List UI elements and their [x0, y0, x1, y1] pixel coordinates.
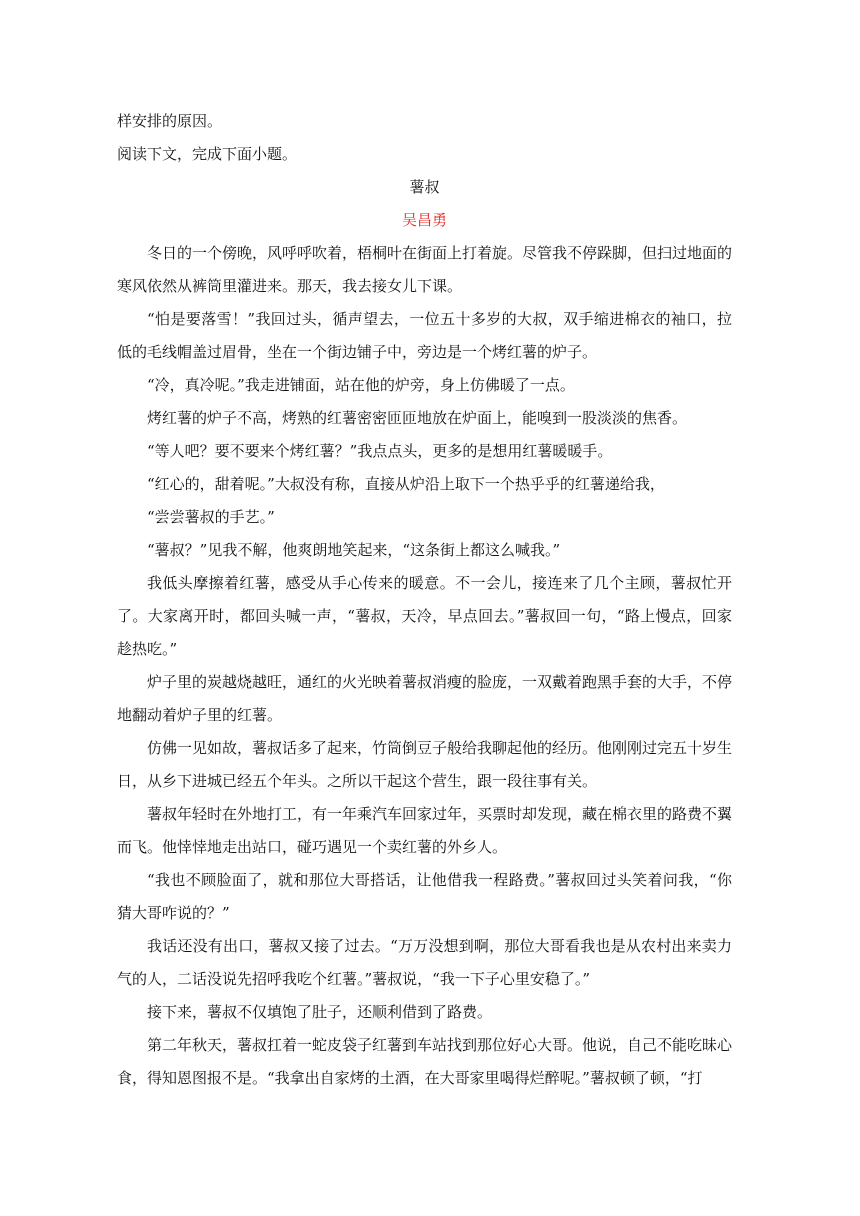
article-paragraph: 烤红薯的炉子不高，烤熟的红薯密密匝匝地放在炉面上，能嗅到一股淡淡的焦香。 — [147, 409, 688, 427]
article-paragraph: “冷，真冷呢。”我走进铺面，站在他的炉旁，身上仿佛暖了一点。 — [147, 376, 575, 394]
article-paragraph: 炉子里的炭越烧越旺，通红的火光映着薯叔消瘦的脸庞，一双戴着跑黑手套的大手，不停地翻动着炉子里的红薯。 — [117, 673, 733, 724]
article-paragraph: “红心的，甜着呢。”大叔没有称，直接从炉沿上取下一个热乎乎的红薯递给我， — [147, 475, 665, 493]
article-title: 薯叔 — [409, 178, 440, 196]
article-paragraph: “我也不顾脸面了，就和那位大哥搭话，让他借我一程路费。”薯叔回过头笑着问我，“你猜大哥咋说的？” — [117, 871, 732, 922]
article-paragraph: 冬日的一个傍晚，风呼呼吹着，梧桐叶在街面上打着旋。尽管我不停跺脚，但扫过地面的寒风依然从裤筒里灌进来。那天，我去接女儿下课。 — [117, 244, 733, 295]
article-paragraph: 仿佛一见如故，薯叔话多了起来，竹筒倒豆子般给我聊起他的经历。他刚刚过完五十岁生日，从乡下进城已经五个年头。之所以干起这个营生，跟一段往事有关。 — [117, 739, 733, 790]
text-column — [117, 105, 732, 1095]
intro-line-end-of-previous-question: 样安排的原因。 — [117, 112, 223, 130]
article-paragraph: “等人吧？要不要来个烤红薯？”我点点头，更多的是想用红薯暖暖手。 — [147, 442, 613, 460]
article-paragraph: 我话还没有出口，薯叔又接了过去。“万万没想到啊，那位大哥看我也是从农村出来卖力气的人，二话没说先招呼我吃个红薯。”薯叔说，“我一下子心里安稳了。” — [117, 937, 732, 988]
article-paragraph: “怕是要落雪！”我回过头，循声望去，一位五十多岁的大叔，双手缩进棉衣的袖口，拉低的毛线帽盖过眉骨，坐在一个街边铺子中，旁边是一个烤红薯的炉子。 — [117, 310, 732, 361]
intro-reading-instruction: 阅读下文，完成下面小题。 — [117, 145, 298, 163]
article-paragraph: 第二年秋天，薯叔扛着一蛇皮袋子红薯到车站找到那位好心大哥。他说，自己不能吃昧心食，得知恩图报不是。“我拿出自家烤的土酒，在大哥家里喝得烂醉呢。”薯叔顿了顿，“打 — [117, 1036, 733, 1087]
article-paragraph: “薯叔？”见我不解，他爽朗地笑起来，“这条街上都这么喊我。” — [147, 541, 561, 559]
article-paragraph: 接下来，薯叔不仅填饱了肚子，还顺利借到了路费。 — [147, 1003, 493, 1021]
article-paragraph: 薯叔年轻时在外地打工，有一年乘汽车回家过年，买票时却发现，藏在棉衣里的路费不翼而飞。他悻悻地走出站口，碰巧遇见一个卖红薯的外乡人。 — [117, 805, 733, 856]
article-author: 吴昌勇 — [401, 211, 447, 229]
article-paragraph: “尝尝薯叔的手艺。” — [147, 508, 275, 526]
article-paragraph: 我低头摩擦着红薯，感受从手心传来的暖意。不一会儿，接连来了几个主顾，薯叔忙开了。大家离开时，都回头喊一声，“薯叔，天冷，早点回去。”薯叔回一句，“路上慢点，回家趁热吃。” — [117, 574, 732, 658]
